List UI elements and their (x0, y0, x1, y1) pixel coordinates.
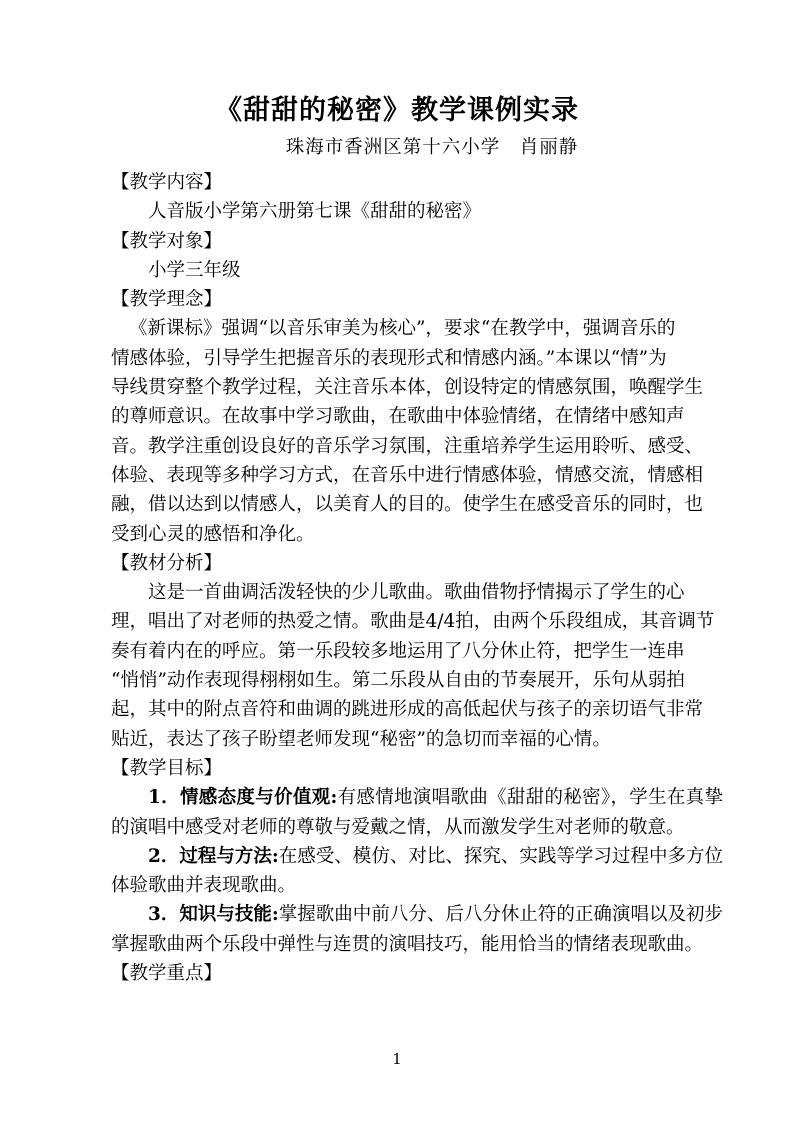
analysis-line: 起，其中的附点音符和曲调的跳进形成的高低起伏与孩子的亲切语气非常 (111, 699, 704, 721)
target-text: 小学三年级 (148, 259, 241, 281)
analysis-line: 理，唱出了对老师的热爱之情。歌曲是4/4拍，由两个乐段组成，其音调节 (111, 611, 715, 633)
idea-line: 体验、表现等多种学习方式，在音乐中进行情感体验，情感交流，情感相 (111, 464, 704, 486)
analysis-line: 奏有着内在的呼应。第一乐段较多地运用了八分休止符，把学生一连串 (111, 640, 685, 662)
section-heading-key: 【教学重点】 (111, 963, 223, 985)
idea-line: 情感体验，引导学生把握音乐的表现形式和情感内涵。”本课以“情”为 (111, 347, 667, 369)
analysis-paragraph (111, 578, 723, 754)
page-number: 1 (392, 1050, 402, 1068)
analysis-line: 贴近，表达了孩子盼望老师发现“秘密”的急切而幸福的心情。 (111, 728, 611, 750)
idea-line: 导线贯穿整个教学过程，关注音乐本体，创设特定的情感氛围，唤醒学生 (111, 377, 704, 399)
idea-paragraph (111, 314, 723, 548)
goal-text: 有感情地演唱歌曲《甜甜的秘密》，学生在真挚的演唱中感受对老师的尊敬与爱戴之情，从而激发学生对老师的敬意。 (111, 787, 723, 838)
section-heading-target: 【教学对象】 (111, 230, 223, 252)
section-heading-analysis: 【教材分析】 (111, 552, 223, 574)
section-heading-content: 【教学内容】 (111, 172, 223, 193)
goal-label: 2．过程与方法: (148, 845, 279, 867)
goal-item (111, 900, 723, 959)
idea-line: 融，借以达到以情感人，以美育人的目的。使学生在感受音乐的同时，也 (111, 494, 704, 516)
idea-line: 的尊师意识。在故事中学习歌曲，在歌曲中体验情绪，在情绪中感知声 (111, 406, 685, 428)
goal-item (111, 783, 723, 842)
goal-text: 在感受、模仿、对比、探究、实践等学习过程中多方位体验歌曲并表现歌曲。 (111, 845, 723, 897)
author-line: 珠海市香洲区第十六小学 肖丽静 (285, 137, 579, 158)
analysis-line: “悄悄”动作表现得栩栩如生。第二乐段从自由的节奏展开，乐句从弱拍 (111, 670, 685, 692)
goal-label: 1．情感态度与价值观: (148, 787, 338, 809)
goal-item (111, 842, 723, 901)
document-body (111, 168, 723, 988)
idea-line: 音。教学注重创设良好的音乐学习氛围，注重培养学生运用聆听、感受、 (111, 435, 704, 457)
analysis-line: 这是一首曲调活泼轻快的少儿歌曲。歌曲借物抒情揭示了学生的心 (148, 582, 685, 604)
page-title: 《甜甜的秘密》教学课例实录 (215, 95, 579, 126)
section-heading-goals: 【教学目标】 (111, 757, 223, 779)
section-heading-idea: 【教学理念】 (111, 289, 223, 311)
content-text: 人音版小学第六册第七课《甜甜的秘密》 (148, 201, 482, 223)
goal-label: 3．知识与技能: (148, 904, 279, 926)
idea-line: 《新课标》强调“以音乐审美为核心”，要求“在教学中，强调音乐的 (129, 318, 676, 340)
goal-text: 掌握歌曲中前八分、后八分休止符的正确演唱以及初步掌握歌曲两个乐段中弹性与连贯的演唱技巧，能用恰当的情绪表现歌曲。 (111, 904, 723, 955)
idea-line: 受到心灵的感悟和净化。 (111, 523, 315, 545)
